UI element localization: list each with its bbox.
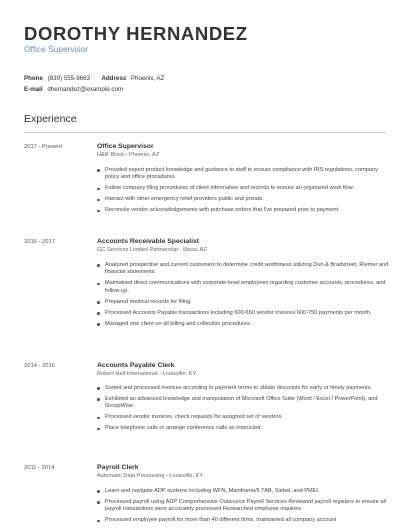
job-dates: 2014 - 2016 bbox=[24, 363, 55, 369]
job-bullets bbox=[97, 385, 389, 436]
job-bullet: Processed vendor invoices, check requests for assigned set of vendors. bbox=[97, 414, 389, 421]
email-label: E-mail bbox=[24, 86, 43, 93]
email-value: dhernandez@example.com bbox=[47, 86, 124, 93]
address-label: Address bbox=[101, 75, 127, 82]
job-bullet: Learn and navigate ADP systems including WFN, Mainframe/5 TAB, Siebel, and PMEI. bbox=[97, 488, 389, 495]
job-bullet: Maintained direct communications with corporate-level employees regarding customer accounts, procedures, and follow-up. bbox=[97, 280, 389, 295]
job-bullets bbox=[97, 167, 389, 218]
job-company: H&R Block - Phoenix, AZ bbox=[97, 151, 160, 158]
job-bullet: Processed payroll using ADP Comprehensive Outsource Payroll Services Reviewed payroll registers to ensure all payroll transactions were accurately processed Researched employee inquiries bbox=[97, 499, 389, 514]
job-bullet: Provided expert product knowledge and guidance to staff to ensure compliance with IRS regulations, company policy and office procedures. bbox=[97, 167, 389, 182]
job-title: Accounts Receivable Specialist bbox=[97, 238, 199, 245]
job-title: Office Supervisor bbox=[97, 143, 154, 150]
phone-value: (830) 555-9663 bbox=[47, 75, 90, 82]
job-bullet: Place telephone calls or arrange conference calls as instructed. bbox=[97, 425, 389, 432]
job-bullet: Interact with other emergency relief providers public and private. bbox=[97, 196, 389, 203]
job-company: Automatic Data Processing - Louisville, KY bbox=[97, 472, 204, 479]
contact-row-phone-address bbox=[24, 75, 164, 83]
job-bullet: Processed Accounts Payable transactions including 600-650 vendor invoices 600-750 payments per month. bbox=[97, 310, 389, 317]
job-bullet: Reconcile vendor acknowledgements with purchase orders that I've prepared prior to payment. bbox=[97, 207, 389, 214]
job-bullet: Follow company filing procedures of client information and records to ensure an organized work flow. bbox=[97, 185, 389, 192]
job-bullets bbox=[97, 262, 389, 332]
contact-row-email bbox=[24, 86, 123, 94]
job-bullet: Exhibited an advanced knowledge and manipulation of Microsoft Office Suite (Word / Excel / PowerPoint), and GroupWise. bbox=[97, 396, 389, 411]
job-bullets bbox=[97, 488, 389, 528]
job-dates: 2016 - 2017 bbox=[24, 239, 55, 245]
experience-heading: Experience bbox=[24, 113, 77, 125]
job-company: GC Services Limited Partnership - Mesa, AZ bbox=[97, 246, 207, 253]
job-bullet: Prepared medical records for filing. bbox=[97, 299, 389, 306]
address-value: Phoenix, AZ bbox=[130, 75, 165, 82]
candidate-title: Office Supervisor bbox=[24, 44, 89, 54]
job-company: Robert Half International - Louisville, KY bbox=[97, 370, 197, 377]
job-title: Accounts Payable Clerk bbox=[97, 362, 175, 369]
job-dates: 2011 - 2014 bbox=[24, 465, 55, 471]
job-dates: 2017 - Present bbox=[24, 144, 63, 150]
candidate-name: DOROTHY HERNANDEZ bbox=[24, 23, 248, 44]
job-bullet: Managed one client on all billing and collection procedures. bbox=[97, 321, 389, 328]
job-bullet: Processed employee payroll for more than 40 different firms, maintained all company account bbox=[97, 517, 389, 524]
job-title: Payroll Clerk bbox=[97, 464, 139, 471]
phone-label: Phone bbox=[24, 75, 43, 82]
job-bullet: Analyzed prospective and current customers to determine credit worthiness utilizing Dun & Bradstreet, Riemer and financial statements. bbox=[97, 262, 389, 277]
section-divider bbox=[24, 132, 386, 133]
job-bullet: Sorted and processed invoices according to payment terms to obtain discounts for early or timely payments. bbox=[97, 385, 389, 392]
